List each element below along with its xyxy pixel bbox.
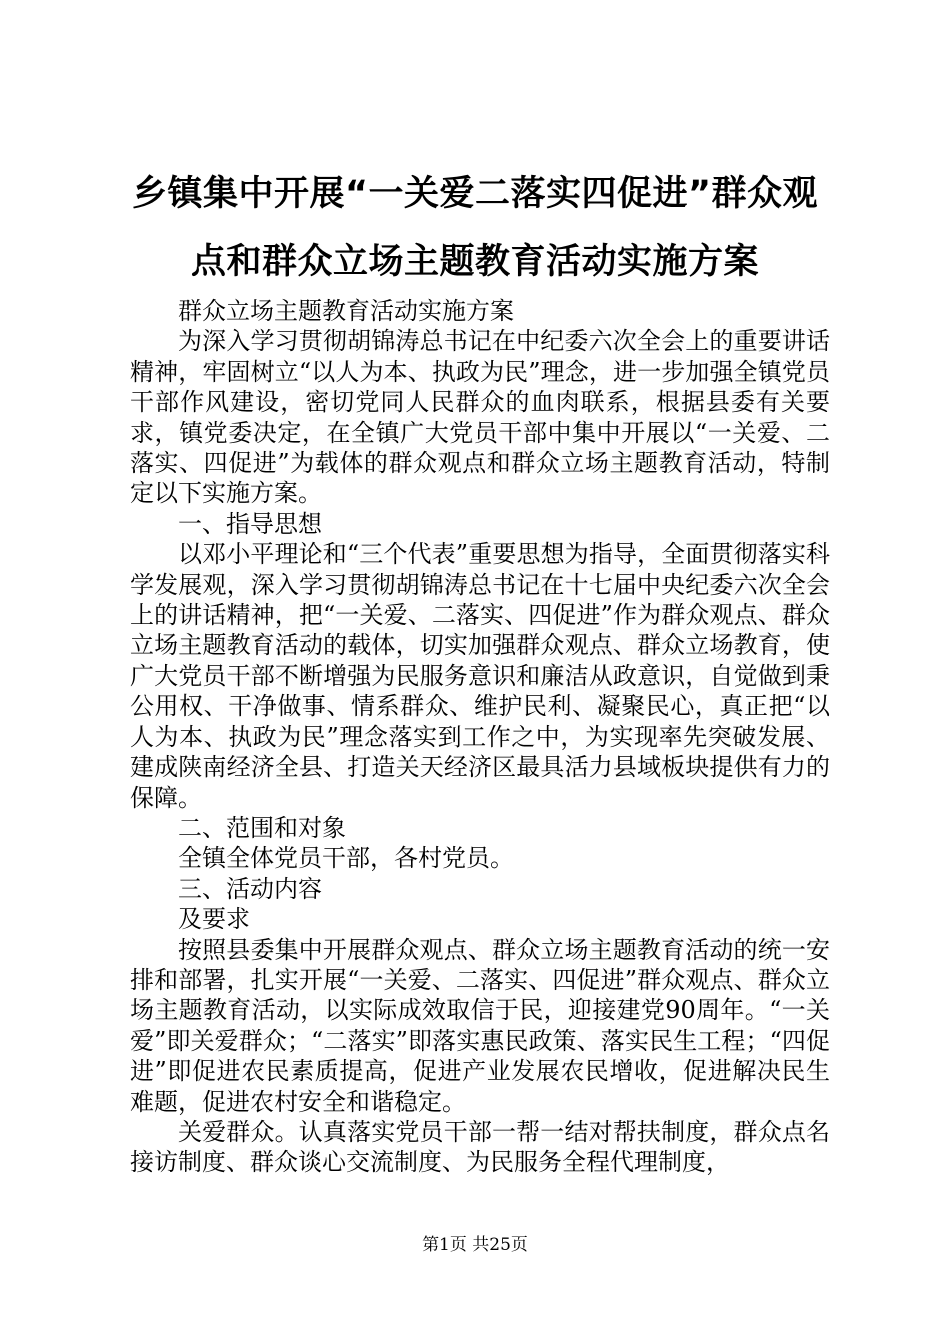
document-title: [100, 160, 850, 296]
section-heading-activity-content: 三、活动内容: [178, 874, 322, 903]
title-line-2: 点和群众立场主题教育活动实施方案: [190, 242, 759, 282]
scope-paragraph: 全镇全体党员干部，各村党员。: [178, 844, 514, 873]
section-heading-scope: 二、范围和对象: [178, 813, 346, 842]
activity-content-paragraph: 按照县委集中开展群众观点、群众立场主题教育活动的统一安排和部署，扎实开展“一关爱、二落实、四促进”群众观点、群众立场主题教育活动，以实际成效取信于民，迎接建党90周年。“一关爱”即关爱群众；“二落实”即落实惠民政策、落实民生工程；“四促进”即促进农民素质提高，促进产业发展农民增收，促进解决民生难题，促进农村安全和谐稳定。: [130, 935, 830, 1116]
section-heading-requirements: 及要求: [178, 905, 250, 934]
subtitle-paragraph: 群众立场主题教育活动实施方案: [178, 297, 514, 325]
care-for-masses-paragraph: 关爱群众。认真落实党员干部一帮一结对帮扶制度，群众点名接访制度、群众谈心交流制度、为民服务全程代理制度，: [130, 1117, 830, 1177]
document-body: [130, 296, 830, 1178]
intro-paragraph: 为深入学习贯彻胡锦涛总书记在中纪委六次全会上的重要讲话精神，牢固树立“以人为本、执政为民”理念，进一步加强全镇党员干部作风建设，密切党同人民群众的血肉联系，根据县委有关要求，镇党委决定，在全镇广大党员干部中集中开展以“一关爱、二落实、四促进”为载体的群众观点和群众立场主题教育活动，特制定以下实施方案。: [130, 327, 830, 508]
guiding-ideology-paragraph: 以邓小平理论和“三个代表”重要思想为指导，全面贯彻落实科学发展观，深入学习贯彻胡锦涛总书记在十七届中央纪委六次全会上的讲话精神，把“一关爱、二落实、四促进”作为群众观点、群众立场主题教育活动的载体，切实加强群众观点、群众立场教育，使广大党员干部不断增强为民服务意识和廉洁从政意识，自觉做到秉公用权、干净做事、情系群众、维护民利、凝聚民心，真正把“以人为本、执政为民”理念落实到工作之中，为实现率先突破发展、建成陕南经济全县、打造关天经济区最具活力县域板块提供有力的保障。: [130, 540, 830, 812]
title-line-1: 乡镇集中开展“一关爱二落实四促进”群众观: [131, 174, 818, 214]
section-heading-guiding-ideology: 一、指导思想: [178, 509, 322, 538]
page-number-footer: 第1页 共25页: [422, 1235, 528, 1255]
